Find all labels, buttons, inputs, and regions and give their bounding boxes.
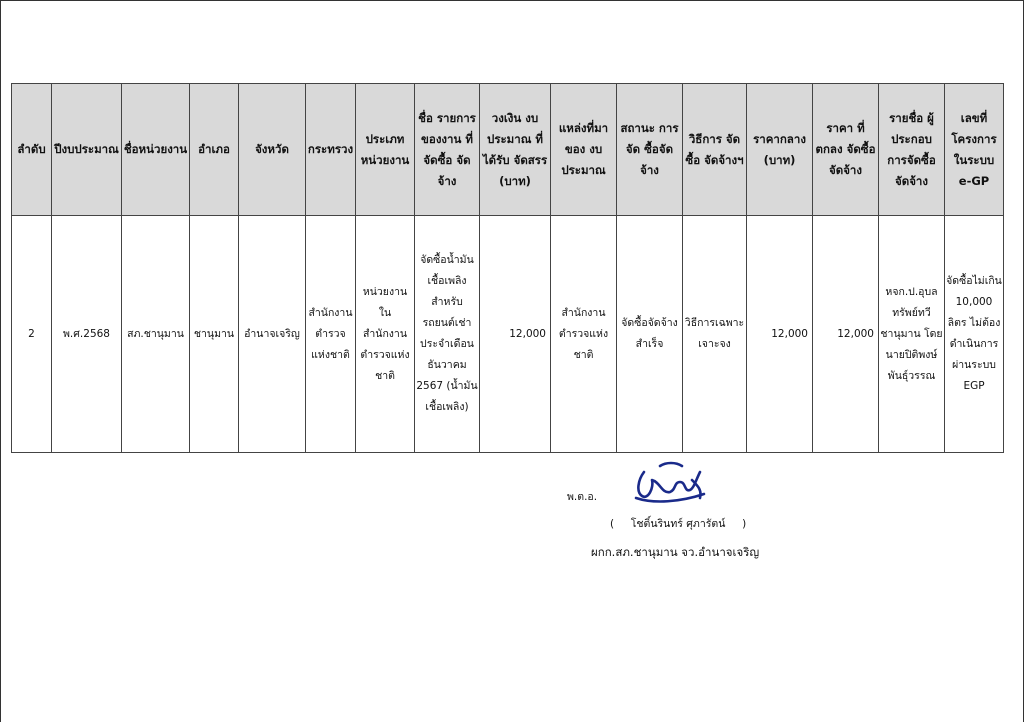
col-header-median-price: ราคากลาง (บาท) (747, 84, 813, 216)
col-header-agency-type: ประเภท หน่วยงาน (356, 84, 415, 216)
col-header-budget: วงเงิน งบประมาณ ที่ได้รับ จัดสรร (บาท) (480, 84, 551, 216)
cell-province: อำนาจเจริญ (239, 216, 306, 453)
col-header-agreed-price: ราคา ที่ตกลง จัดซื้อ จัดจ้าง (813, 84, 879, 216)
col-header-egp-number: เลขที่ โครงการ ในระบบ e-GP (945, 84, 1004, 216)
col-header-no: ลำดับ (12, 84, 52, 216)
col-header-district: อำเภอ (190, 84, 239, 216)
cell-no: 2 (12, 216, 52, 453)
signer-title: ผกก.สภ.ชานุมาน จว.อำนาจเจริญ (591, 545, 760, 559)
signer-name: ( โชติ์นรินทร์ ศุภารัตน์ ) (610, 518, 747, 530)
header-row (12, 84, 1004, 216)
col-header-budget-source: แหล่งที่มา ของ งบประมาณ (551, 84, 617, 216)
col-header-method: วิธีการ จัดซื้อ จัดจ้างฯ (683, 84, 747, 216)
cell-agency: สภ.ชานุมาน (122, 216, 190, 453)
cell-status: จัดซื้อจัดจ้าง สำเร็จ (617, 216, 683, 453)
cell-egp-number: จัดซื้อไม่เกิน 10,000 ลิตร ไม่ต้องดำเนินการผ่านระบบ EGP (945, 216, 1004, 453)
cell-median-price: 12,000 (747, 216, 813, 453)
col-header-vendor: รายชื่อ ผู้ประกอบ การจัดซื้อ จัดจ้าง (879, 84, 945, 216)
cell-district: ชานุมาน (190, 216, 239, 453)
col-header-ministry: กระทรวง (306, 84, 356, 216)
cell-fiscal-year: พ.ศ.2568 (52, 216, 122, 453)
procurement-table (11, 83, 1004, 453)
cell-item-name: จัดซื้อน้ำมันเชื้อเพลิง สำหรับรถยนต์เช่า ประจำเดือน ธันวาคม 2567 (น้ำมันเชื้อเพลิง) (415, 216, 480, 453)
signature-image (630, 458, 710, 506)
col-header-agency: ชื่อหน่วยงาน (122, 84, 190, 216)
col-header-province: จังหวัด (239, 84, 306, 216)
cell-ministry: สำนักงานตำรวจแห่งชาติ (306, 216, 356, 453)
col-header-item-name: ชื่อ รายการ ของงาน ที่จัดซื้อ จัดจ้าง (415, 84, 480, 216)
cell-budget: 12,000 (480, 216, 551, 453)
cell-agency-type: หน่วยงานในสำนักงานตำรวจแห่งชาติ (356, 216, 415, 453)
col-header-fiscal-year: ปีงบประมาณ (52, 84, 122, 216)
col-header-status: สถานะ การจัด ซื้อจัดจ้าง (617, 84, 683, 216)
cell-vendor: หจก.ป.อุบลทรัพย์ทวี ชานุมาน โดยนายปิติพงษ์ พันธุ์วรรณ (879, 216, 945, 453)
cell-agreed-price: 12,000 (813, 216, 879, 453)
rank-label: พ.ต.อ. (567, 491, 598, 503)
table-row (12, 216, 1004, 453)
cell-budget-source: สำนักงานตำรวจแห่งชาติ (551, 216, 617, 453)
cell-method: วิธีการเฉพาะ เจาะจง (683, 216, 747, 453)
